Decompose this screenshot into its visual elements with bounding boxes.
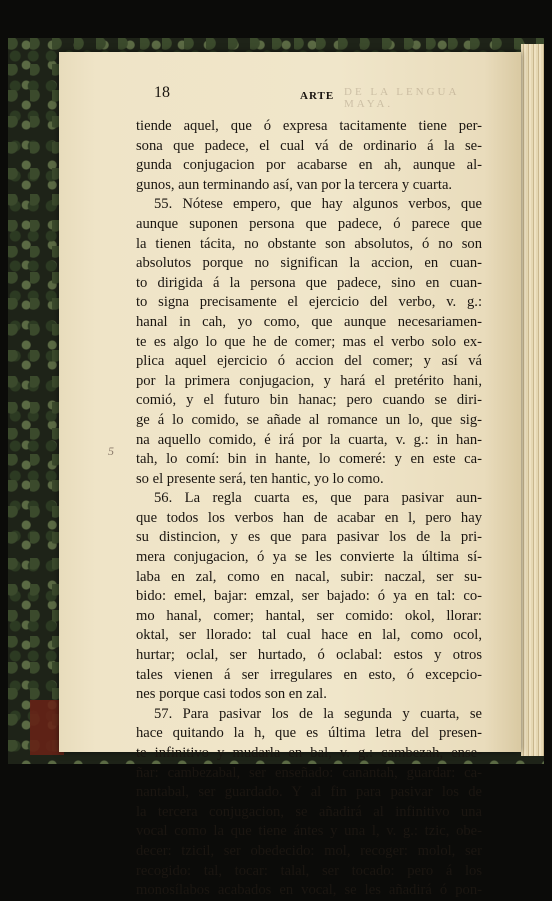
text-line: 56. La regla cuarta es, que para pasivar aun- xyxy=(154,490,482,507)
text-line: bido: emel, bajar: emzal, ser bajado: ó ya en tal: co- xyxy=(136,588,482,605)
text-line: la tienen tácita, no obstante son absolutos, ó no son xyxy=(136,235,482,252)
text-line: que todos los verbos han de acabar en l, pero hay xyxy=(136,509,482,526)
running-title: ARTE xyxy=(300,90,335,102)
text-line: plica aquel ejercicio ó accion del comer; y así vá xyxy=(136,353,482,370)
text-line: so el presente será, ten hantic, yo lo como. xyxy=(136,470,384,487)
page-header xyxy=(154,84,500,108)
text-line: te es algo lo que he de comer; mas el verbo solo ex- xyxy=(136,333,482,350)
text-line: tales vienen á ser irregulares en esto, ó excepcio- xyxy=(136,666,482,683)
text-line: monosílabos acabados en vocal, se les añadirá ó pon- xyxy=(136,882,482,899)
text-line: ñar: cambezabal, ser enseñado: canantah, guardar: ca- xyxy=(136,764,482,781)
page-number: 18 xyxy=(154,84,170,101)
text-line: vocal como la que tiene ántes y una l, v. g.: tzic, obe- xyxy=(136,823,482,840)
text-line: mera conjugacion, ó ya se les convierte la última sí- xyxy=(136,549,482,566)
text-line: to dirigida á la persona que padece, sino en cuan- xyxy=(136,274,482,291)
text-line: nantabal, ser guardado. Y al fin para pasivar los de xyxy=(136,784,482,801)
text-line: tiende aquel, que ó expresa tacitamente tiene per- xyxy=(136,118,482,134)
text-line: sona que padece, el cual vá de ordinario á la se- xyxy=(136,137,482,154)
text-line: to signa precisamente el ejercicio del verbo, v. g.: xyxy=(136,294,482,311)
text-line: 57. Para pasivar los de la segunda y cuarta, se xyxy=(154,705,482,722)
text-body xyxy=(136,117,482,901)
text-line: mo hanal, comer; hantal, ser comido: okol, llorar: xyxy=(136,607,482,624)
text-line: nes porque casi todos son en zal. xyxy=(136,686,327,703)
text-line: na aquello comido, é irá por la cuarta, v. g.: in han- xyxy=(136,431,482,448)
text-line: recogido: tal, tocar: talal, ser tocado: pero á los xyxy=(136,862,482,879)
text-line: comió, y el futuro bin hanac; pero cuando se diri- xyxy=(136,392,482,409)
text-line: la tercera conjugacion, se añadirá al infinitivo una xyxy=(136,803,482,820)
text-line: oktal, ser llorado: tal cual hace en lal, como ocol, xyxy=(136,627,482,644)
text-line: por la primera conjugacion, y hará el pretérito hani, xyxy=(136,372,482,389)
margin-pencil-note: 5 xyxy=(108,444,114,458)
text-line: 55. Nótese empero, que hay algunos verbos, que xyxy=(154,196,482,213)
text-line: decer: tzicil, ser obedecido: mol, recoger: molol, ser xyxy=(136,842,482,859)
text-line: ge á lo comido, se añade al romance un lo, que sig- xyxy=(136,411,482,428)
page-edges xyxy=(521,44,544,756)
text-line: gunda conjugacion por acabarse en ah, aunque al- xyxy=(136,157,482,174)
text-line: hurtar; oclal, ser hurtado, ó oclabal: estos y otros xyxy=(136,647,482,664)
text-line: hanal in cah, yo como, que aunque necesariamen- xyxy=(136,313,482,330)
text-line: su distincion, y es que para pasivar los de la pri- xyxy=(136,529,482,546)
text-line: hace quitando la h, que es última letra del presen- xyxy=(136,725,482,742)
bleed-through-text: DE LA LENGUA MAYA. xyxy=(344,86,459,110)
text-line: laba en zal, como en nacal, subir: naczal, ser su- xyxy=(136,568,482,585)
text-line: te infinitivo y mudarla en bal, v. g.: cambezah, ense- xyxy=(136,745,482,761)
text-line: aunque suponen persona que padece, ó parece que xyxy=(136,215,482,232)
text-line: absolutos porque no significan la accion, en cuan- xyxy=(136,255,482,272)
text-line: gunos, aun terminando así, van por la tercera y cuarta. xyxy=(136,176,453,193)
text-line: tah, lo comí: bin in hante, lo comeré: y en este ca- xyxy=(136,451,482,468)
